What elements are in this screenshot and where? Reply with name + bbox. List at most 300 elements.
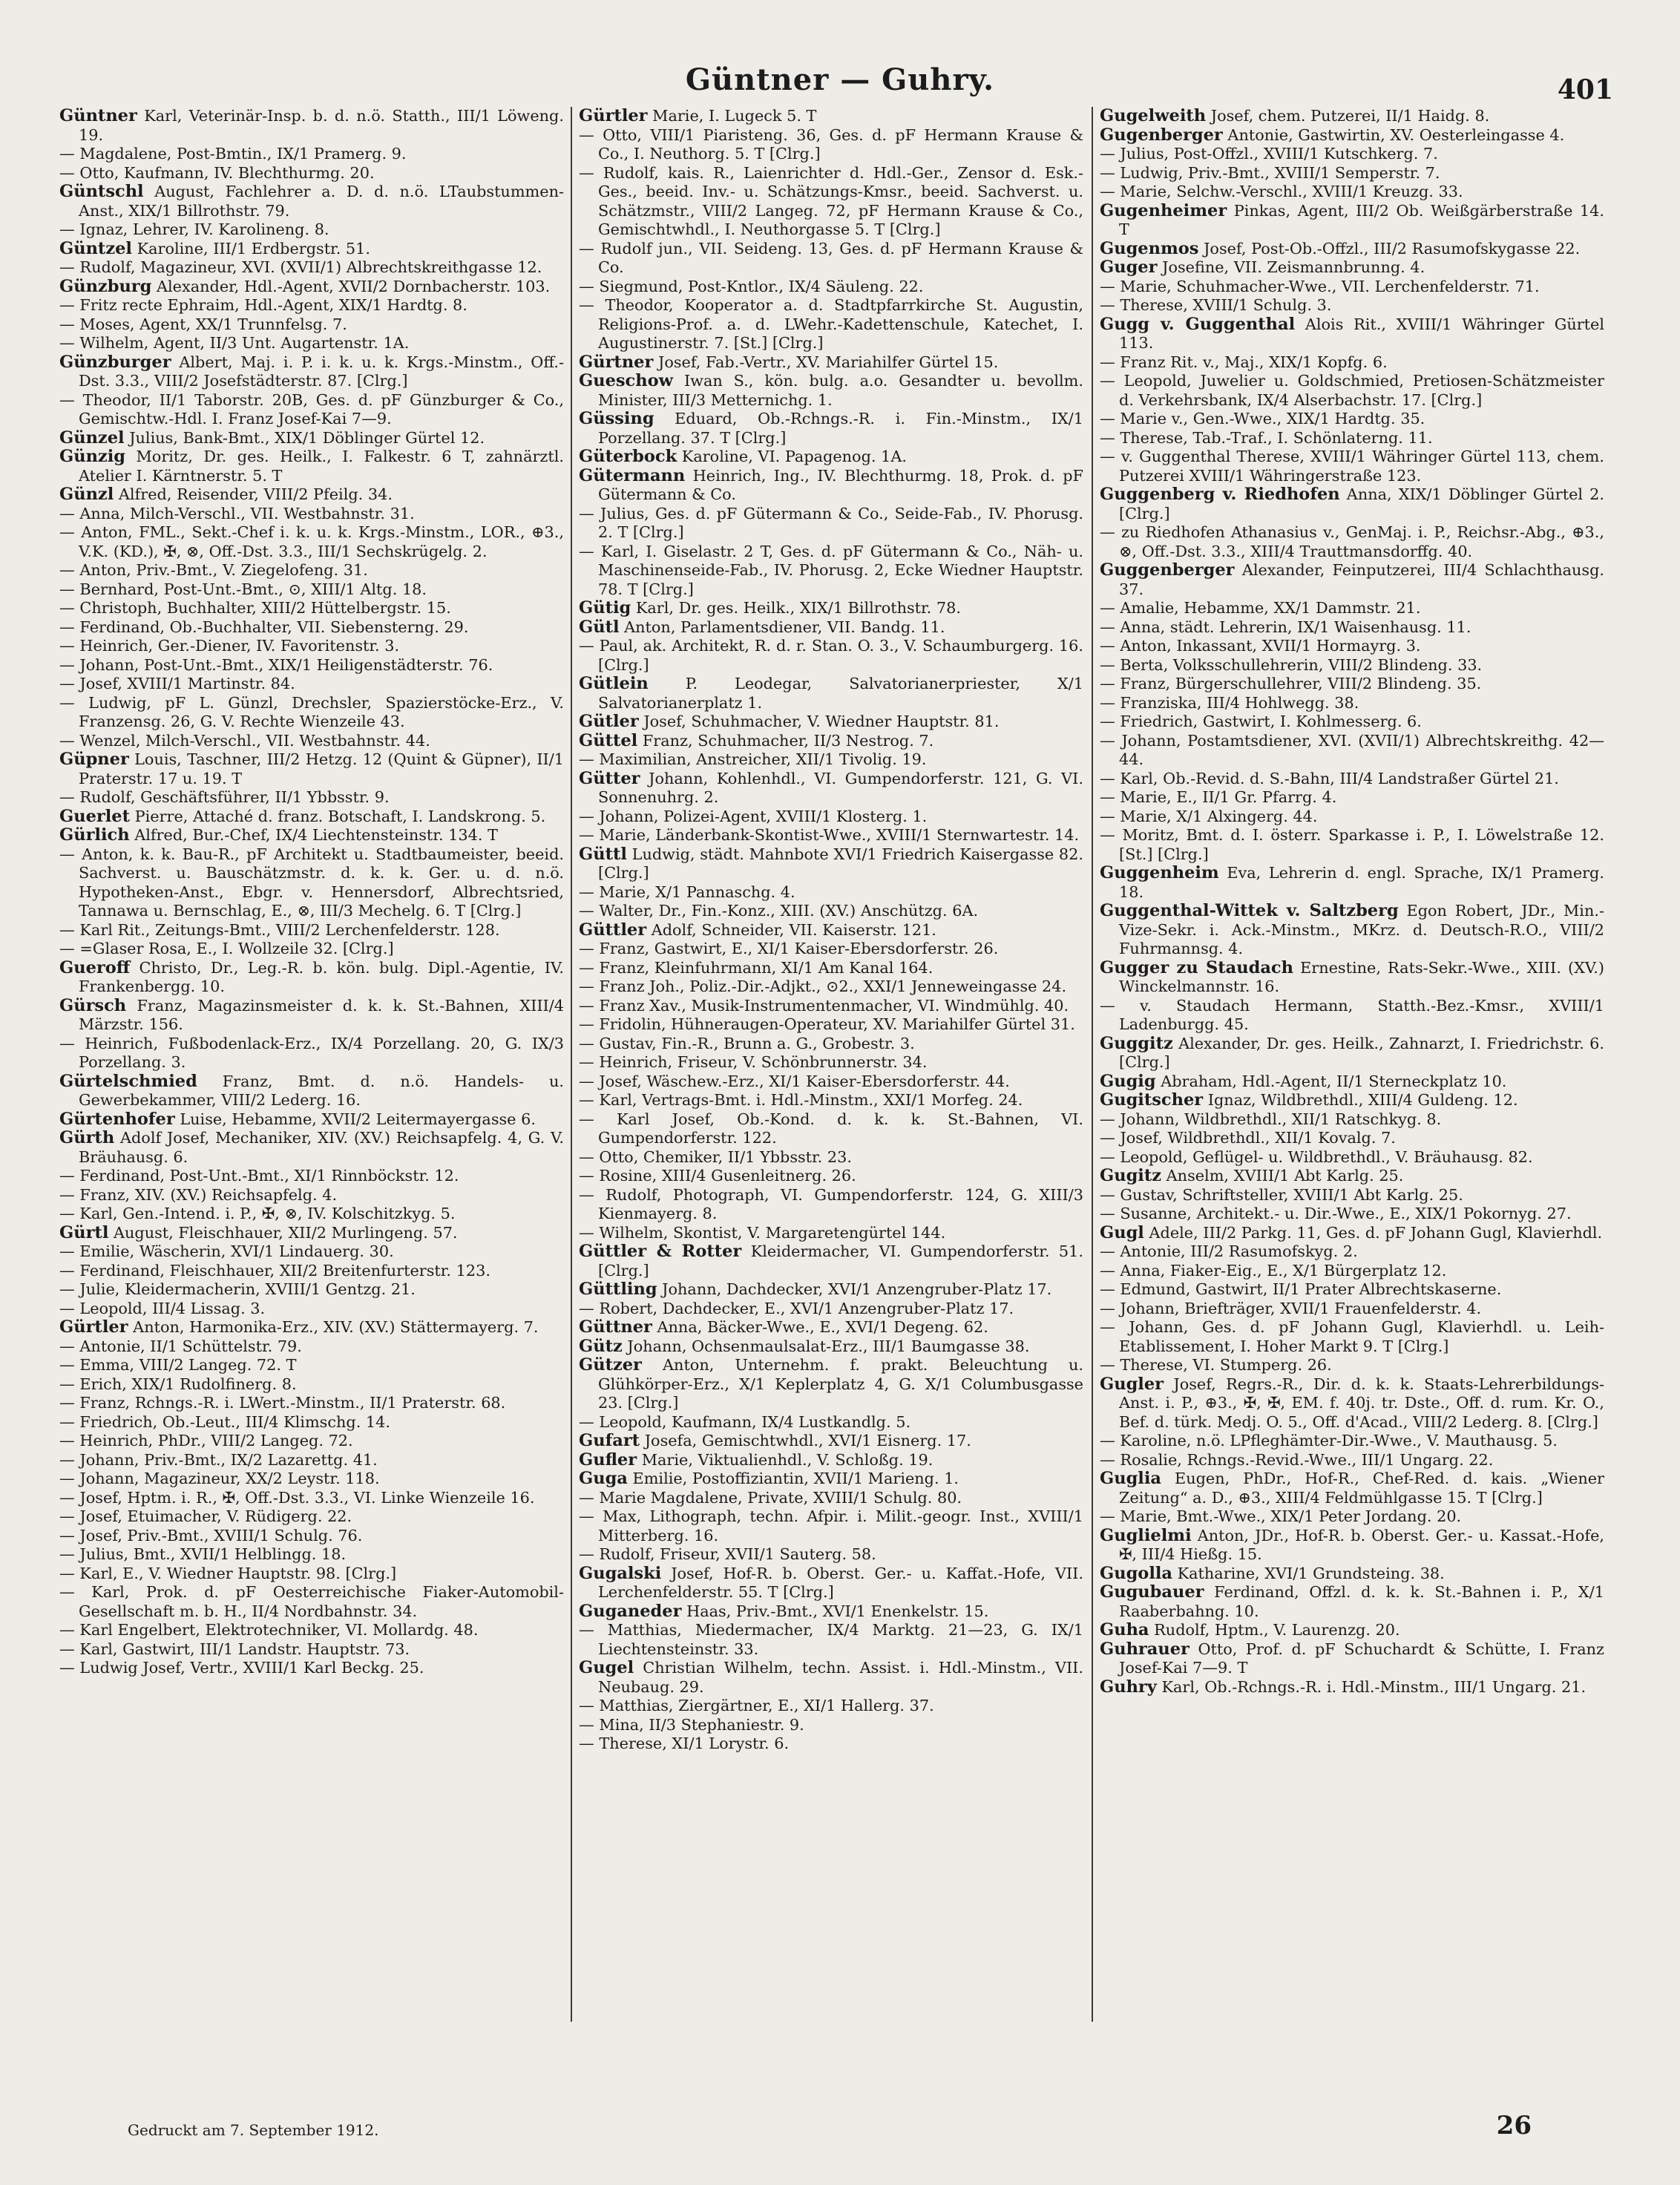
entry-surname: Gugubauer: [1100, 1582, 1204, 1602]
entry-surname: Guerlet: [59, 806, 130, 826]
entry-details: Emilie, Postoffiziantin, XVII/1 Marieng. 1.: [632, 1470, 959, 1487]
entry-surname: Gufart: [579, 1431, 640, 1450]
directory-entry: [579, 107, 1083, 126]
directory-entry: [579, 1659, 1083, 1697]
directory-entry: [579, 467, 1083, 505]
directory-entry: [59, 1545, 564, 1565]
directory-entry: [579, 1015, 1083, 1035]
directory-entry: [1100, 1583, 1604, 1621]
entry-details: Josef, chem. Putzerei, II/1 Haidg. 8.: [1210, 107, 1490, 125]
entry-surname: Gueschow: [579, 371, 673, 390]
directory-entry: [59, 845, 564, 921]
entry-details: — Marie, E., II/1 Gr. Pfarrg. 4.: [1100, 788, 1337, 806]
directory-entry: [1100, 145, 1604, 164]
directory-entry: [1100, 770, 1604, 789]
entry-details: — Ferdinand, Post-Unt.-Bmt., XI/1 Rinnböckstr. 12.: [59, 1167, 459, 1185]
entry-details: Alexander, Hdl.-Agent, XVII/2 Dornbacherstr. 103.: [157, 277, 551, 295]
directory-entry: [1100, 637, 1604, 656]
directory-entry: [1100, 656, 1604, 675]
entry-surname: Günzel: [59, 428, 125, 448]
entry-details: — Karl, Vertrags-Bmt. i. Hdl.-Minstm., XXI/1 Morfeg. 24.: [579, 1091, 1023, 1109]
entry-surname: Güpner: [59, 750, 129, 769]
entry-surname: Gürtelschmied: [59, 1071, 197, 1091]
entry-details: August, Fleischhauer, XII/2 Murlingeng. 57.: [114, 1223, 458, 1242]
directory-entry: [1100, 1262, 1604, 1281]
entry-details: — Matthias, Ziergärtner, E., XI/1 Hallerg. 37.: [579, 1697, 934, 1714]
entry-details: — Anton, k. k. Bau-R., pF Architekt u. Stadtbaumeister, beeid. Sachverst. u. Bauschätzmstr. d. k. k. Ger. u. d. n.ö. Hypotheken-Anst., Ebgr. v. Hennersdorf, Albrechtsried, Tannawa u. Bernschlag, E., ⊗, III/3 Mechelg. 6. T [Clrg.]: [59, 845, 564, 920]
directory-entry: [59, 1224, 564, 1243]
directory-entry: [1100, 808, 1604, 827]
entry-details: — Anton, FML., Sekt.-Chef i. k. u. k. Krgs.-Minstm., LOR., ⊕3., V.K. (KD.), ✠, ⊗, Off.-Dst. 3.3., III/1 Sechskrügelg. 2.: [59, 523, 564, 560]
directory-entry: [1100, 315, 1604, 353]
entry-details: — Rosalie, Rchngs.-Revid.-Wwe., III/1 Ungarg. 22.: [1100, 1450, 1494, 1469]
entry-details: Ludwig, städt. Mahnbote XVI/1 Friedrich Kaisergasse 82. [Clrg.]: [598, 845, 1083, 882]
entry-details: Ernestine, Rats-Sekr.-Wwe., XIII. (XV.) Winckelmannstr. 16.: [1119, 958, 1604, 995]
entry-details: Antonie, Gastwirtin, XV. Oesterleingasse 4.: [1227, 125, 1565, 144]
directory-entry: [59, 1432, 564, 1451]
entry-surname: Gütlein: [579, 674, 649, 693]
entry-details: Pierre, Attaché d. franz. Botschaft, I. Landskrong. 5.: [134, 807, 546, 825]
directory-entry: [59, 1489, 564, 1508]
entry-details: Eduard, Ob.-Rchngs.-R. i. Fin.-Minstm., IX/1 Porzellang. 37. T [Clrg.]: [598, 410, 1083, 447]
directory-entry: [59, 1300, 564, 1319]
column-divider: [1092, 107, 1093, 2022]
directory-entry: [59, 675, 564, 694]
entry-surname: Güntzel: [59, 238, 132, 258]
directory-entry: [579, 296, 1083, 353]
entry-details: — Karl, I. Giselastr. 2 T, Ges. d. pF Gütermann & Co., Näh- u. Maschinenseide-Fab., IV. Phorusg. 2, Ecke Wiedner Hauptstr. 78. T [Clrg.]: [579, 542, 1083, 598]
directory-entry: [1100, 788, 1604, 808]
directory-entry: [59, 1318, 564, 1337]
directory-entry: [579, 921, 1083, 940]
directory-entry: [1100, 372, 1604, 410]
entry-details: Karoline, III/1 Erdbergstr. 51.: [137, 239, 371, 258]
directory-entry: [59, 1413, 564, 1432]
entry-details: — Ludwig, pF L. Günzl, Drechsler, Spazierstöcke-Erz., V. Franzensg. 26, G. V. Rechte Wienzeile 43.: [59, 693, 564, 730]
entry-surname: Guggenberger: [1100, 560, 1235, 580]
directory-entry: [59, 1280, 564, 1300]
entry-details: Heinrich, Ing., IV. Blechthurmg. 18, Prok. d. pF Gütermann & Co.: [598, 466, 1083, 503]
entry-details: Alexander, Dr. ges. Heilk., Zahnarzt, I. Friedrichstr. 6. [Clrg.]: [1119, 1034, 1604, 1071]
directory-entry: [59, 618, 564, 638]
entry-details: — Anna, städt. Lehrerin, IX/1 Waisenhausg. 11.: [1100, 618, 1471, 636]
directory-entry: [59, 258, 564, 278]
entry-surname: Guhry: [1100, 1677, 1157, 1697]
entry-details: — Amalie, Hebamme, XX/1 Dammstr. 21.: [1100, 599, 1421, 617]
entry-surname: Guga: [579, 1469, 628, 1488]
directory-entry: [59, 808, 564, 827]
directory-entry: [579, 750, 1083, 770]
entry-surname: Gürtl: [59, 1222, 109, 1242]
entry-details: Katharine, XVI/1 Grundsteing. 38.: [1177, 1564, 1445, 1582]
entry-details: Luise, Hebamme, XVII/2 Leitermayergasse 6.: [180, 1110, 536, 1128]
directory-entry: [1100, 202, 1604, 240]
entry-details: — Marie Magdalene, Private, XVIII/1 Schulg. 80.: [579, 1488, 962, 1507]
entry-details: — Ignaz, Lehrer, IV. Karolineng. 8.: [59, 220, 329, 238]
entry-details: — v. Staudach Hermann, Statth.-Bez.-Kmsr., XVIII/1 Ladenburgg. 45.: [1100, 996, 1604, 1033]
entry-surname: Gugitz: [1100, 1166, 1162, 1185]
entry-details: — Wilhelm, Agent, II/3 Unt. Augartenstr. 1A.: [59, 334, 410, 352]
entry-surname: Güntschl: [59, 182, 144, 201]
entry-details: — Anna, Fiaker-Eig., E., X/1 Bürgerplatz 12.: [1100, 1261, 1447, 1280]
entry-details: — Johann, Ges. d. pF Johann Gugl, Klavierhdl. u. Leih-Etablissement, I. Hoher Markt 9. T [Clrg.]: [1100, 1318, 1604, 1355]
directory-entry: [59, 296, 564, 315]
entry-surname: Güssing: [579, 409, 654, 428]
directory-entry: [59, 145, 564, 164]
entry-details: — Leopold, III/4 Lissag. 3.: [59, 1299, 266, 1317]
entry-surname: Gugolla: [1100, 1563, 1172, 1583]
entry-details: — Julie, Kleidermacherin, XVIII/1 Gentzg. 21.: [59, 1280, 416, 1298]
entry-details: Anton, Unternehm. f. prakt. Beleuchtung u. Glühkörper-Erz., X/1 Keplerplatz 4, G. X/1 Columbusgasse 23. [Clrg.]: [598, 1356, 1083, 1412]
entry-details: — Ferdinand, Fleischhauer, XII/2 Breitenfurterstr. 123.: [59, 1261, 490, 1280]
directory-entry: [1100, 278, 1604, 297]
entry-details: — Franz Xav., Musik-Instrumentenmacher, VI. Windmühlg. 40.: [579, 996, 1069, 1015]
entry-details: — Fritz recte Ephraim, Hdl.-Agent, XIX/1 Hardtg. 8.: [59, 296, 467, 314]
entry-details: Adolf, Schneider, VII. Kaiserstr. 121.: [651, 920, 936, 939]
directory-entry: [579, 1432, 1083, 1451]
directory-entry: [1100, 429, 1604, 448]
directory-entry: [579, 940, 1083, 959]
entry-details: — Karl, Prok. d. pF Oesterreichische Fiaker-Automobil-Gesellschaft m. b. H., II/4 Nordbahnstr. 34.: [59, 1583, 564, 1620]
directory-entry: [59, 278, 564, 297]
directory-entry: [579, 1300, 1083, 1319]
entry-details: — Josef, XVIII/1 Martinstr. 84.: [59, 675, 295, 692]
entry-details: — Rudolf, Friseur, XVII/1 Sauterg. 58.: [579, 1545, 876, 1563]
directory-entry: [59, 1394, 564, 1413]
directory-entry: [59, 240, 564, 259]
directory-entry: [579, 845, 1083, 883]
directory-entry: [59, 107, 564, 145]
entry-surname: Günzl: [59, 485, 114, 504]
directory-entry: [1100, 618, 1604, 638]
entry-details: Marie, I. Lugeck 5. T: [652, 107, 817, 125]
entry-details: — Friedrich, Ob.-Leut., III/4 Klimschg. 14.: [59, 1412, 390, 1431]
entry-details: Moritz, Dr. ges. Heilk., I. Falkestr. 6 T, zahnärztl. Atelier I. Kärntnerstr. 5. T: [79, 448, 564, 485]
entry-surname: Gugel: [579, 1658, 634, 1677]
directory-entry: [579, 1734, 1083, 1754]
entry-details: — Julius, Ges. d. pF Gütermann & Co., Seide-Fab., IV. Phorusg. 2. T [Clrg.]: [579, 504, 1083, 541]
entry-surname: Gugitscher: [1100, 1090, 1204, 1110]
entry-surname: Gütermann: [579, 465, 686, 485]
entry-surname: Gützer: [579, 1355, 642, 1375]
entry-details: Johann, Dachdecker, XVI/1 Anzengruber-Platz 17.: [662, 1280, 1052, 1298]
directory-entry: [59, 1507, 564, 1527]
directory-entry: [1100, 1451, 1604, 1470]
entry-details: — Rudolf jun., VII. Seideng. 13, Ges. d. pF Hermann Krause & Co.: [579, 239, 1083, 276]
directory-entry: [579, 1053, 1083, 1072]
entry-details: — Magdalene, Post-Bmtin., IX/1 Pramerg. 9.: [59, 145, 407, 163]
directory-entry: [59, 1242, 564, 1262]
entry-details: — Karoline, n.ö. LPfleghämter-Dir.-Wwe., V. Mauthausg. 5.: [1100, 1432, 1558, 1449]
entry-details: Franz, Magazinsmeister d. k. k. St.-Bahnen, XIII/4 Märzstr. 156.: [79, 996, 564, 1033]
entry-surname: Guha: [1100, 1620, 1149, 1639]
directory-entry: [59, 580, 564, 600]
entry-details: — Julius, Bmt., XVII/1 Helblingg. 18.: [59, 1545, 347, 1563]
entry-details: — Leopold, Kaufmann, IX/4 Lustkandlg. 5.: [579, 1412, 911, 1431]
directory-entry: [59, 1356, 564, 1375]
directory-entry: [1100, 1300, 1604, 1319]
entry-details: — Johann, Postamtsdiener, XVI. (XVII/1) Albrechtskreithg. 42—44.: [1100, 731, 1604, 768]
entry-details: — Franz, XIV. (XV.) Reichsapfelg. 4.: [59, 1185, 338, 1204]
entry-details: — Heinrich, PhDr., VIII/2 Langeg. 72.: [59, 1432, 353, 1449]
entry-details: Pinkas, Agent, III/2 Ob. Weißgärberstraße 14. T: [1119, 201, 1604, 238]
directory-entry: [1100, 523, 1604, 561]
directory-entry: [579, 712, 1083, 732]
directory-entry: [59, 1337, 564, 1357]
directory-entry: [579, 599, 1083, 618]
entry-details: Franz, Bmt. d. n.ö. Handels- u. Gewerbekammer, VIII/2 Lederg. 16.: [79, 1072, 564, 1109]
entry-details: Louis, Taschner, III/2 Hetzg. 12 (Quint & Güpner), II/1 Praterstr. 17 u. 19. T: [79, 750, 564, 787]
entry-details: — Josef, Hptm. i. R., ✠, Off.-Dst. 3.3., VI. Linke Wienzeile 16.: [59, 1488, 535, 1507]
entry-details: Franz, Schuhmacher, II/3 Nestrog. 7.: [642, 731, 934, 750]
directory-entry: [579, 240, 1083, 278]
entry-details: Anna, Bäcker-Wwe., E., XVI/1 Degeng. 62.: [657, 1318, 988, 1336]
entry-details: Christian Wilhelm, techn. Assist. i. Hdl.-Minstm., VII. Neubaug. 29.: [598, 1659, 1083, 1696]
entry-details: Ferdinand, Offzl. d. k. k. St.-Bahnen i. P., X/1 Raaberbahng. 10.: [1119, 1583, 1604, 1620]
entry-details: — Matthias, Miedermacher, IX/4 Marktg. 21—23, G. IX/1 Liechtensteinstr. 33.: [579, 1621, 1083, 1658]
directory-entry: [1100, 1148, 1604, 1167]
directory-entry: [59, 694, 564, 732]
entry-details: — Gustav, Fin.-R., Brunn a. G., Grobestr. 3.: [579, 1034, 915, 1052]
entry-surname: Güttel: [579, 730, 638, 750]
entry-surname: Gürtler: [579, 107, 648, 125]
directory-entry: [579, 1148, 1083, 1167]
directory-entry: [59, 940, 564, 959]
directory-entry: [579, 505, 1083, 543]
directory-entry: [579, 1224, 1083, 1243]
entry-surname: Güterbock: [579, 447, 677, 466]
entry-surname: Gürtner: [579, 352, 654, 372]
entry-surname: Gugler: [1100, 1374, 1164, 1394]
directory-entry: [579, 618, 1083, 638]
entry-details: Marie, Viktualienhdl., V. Schloßg. 19.: [641, 1450, 933, 1469]
entry-details: Josefa, Gemischtwhdl., XVI/1 Eisnerg. 17.: [644, 1432, 971, 1449]
entry-surname: Guggitz: [1100, 1033, 1173, 1053]
directory-entry: [579, 1565, 1083, 1602]
directory-entry: [1100, 1565, 1604, 1584]
entry-details: — Gustav, Schriftsteller, XVIII/1 Abt Karlg. 25.: [1100, 1185, 1463, 1204]
entry-details: — Karl, Gen.-Intend. i. P., ✠, ⊗, IV. Kolschitzkyg. 5.: [59, 1205, 456, 1222]
entry-details: Otto, Prof. d. pF Schuchardt & Schütte, I. Franz Josef-Kai 7—9. T: [1119, 1639, 1604, 1677]
entry-surname: Gütz: [579, 1336, 623, 1356]
directory-entry: [1100, 1678, 1604, 1697]
directory-entry: [59, 637, 564, 656]
entry-surname: Gugenberger: [1100, 125, 1223, 145]
directory-entry: [1100, 1242, 1604, 1262]
entry-details: — Leopold, Juwelier u. Goldschmied, Pretiosen-Schätzmeister d. Verkehrsbank, IX/4 Alserbachstr. 17. [Clrg.]: [1100, 372, 1604, 409]
directory-entry: [579, 1716, 1083, 1735]
directory-entry: [59, 1565, 564, 1584]
entry-details: Johann, Ochsenmaulsalat-Erz., III/1 Baumgasse 38.: [627, 1337, 1030, 1355]
entry-surname: Güntner: [59, 107, 137, 125]
entry-details: — Paul, ak. Architekt, R. d. r. Stan. O. 3., V. Schaumburgerg. 16. [Clrg.]: [579, 637, 1083, 674]
entry-details: — Fridolin, Hühneraugen-Operateur, XV. Mariahilfer Gürtel 31.: [579, 1015, 1075, 1033]
directory-entry: [59, 1167, 564, 1186]
entry-details: — Julius, Post-Offzl., XVIII/1 Kutschkerg. 7.: [1100, 145, 1438, 163]
directory-entry: [579, 902, 1083, 921]
entry-surname: Günzburger: [59, 352, 171, 372]
directory-entry: [579, 1451, 1083, 1470]
directory-entry: [1100, 1091, 1604, 1110]
entry-surname: Guglia: [1100, 1469, 1161, 1488]
directory-entry: [579, 1413, 1083, 1432]
entry-details: Albert, Maj. i. P. i. k. u. k. Krgs.-Minstm., Off.-Dst. 3.3., VIII/2 Josefstädterstr. 87. [Clrg.]: [79, 353, 564, 390]
directory-entry: [579, 278, 1083, 297]
entry-surname: Guggenheim: [1100, 863, 1219, 882]
directory-entry: [579, 448, 1083, 467]
entry-surname: Gugig: [1100, 1071, 1156, 1091]
entry-details: Alfred, Bur.-Chef, IX/4 Liechtensteinstr. 134. T: [134, 826, 498, 844]
directory-entry: [579, 372, 1083, 410]
entry-details: — Therese, XVIII/1 Schulg. 3.: [1100, 296, 1332, 314]
entry-details: — Maximilian, Anstreicher, XII/1 Tivolig. 19.: [579, 750, 927, 768]
directory-entry: [59, 315, 564, 335]
entry-details: — Marie, Schuhmacher-Wwe., VII. Lerchenfelderstr. 71.: [1100, 277, 1540, 295]
page-title: Güntner — Guhry.: [685, 62, 995, 97]
directory-entry: [579, 959, 1083, 978]
entry-details: Iwan S., kön. bulg. a.o. Gesandter u. bevollm. Minister, III/3 Metternichg. 1.: [598, 372, 1083, 409]
entry-details: — Franz Joh., Poliz.-Dir.-Adjkt., ⊙2., XXI/1 Jenneweingasse 24.: [579, 977, 1067, 995]
directory-entry: [1100, 712, 1604, 732]
directory-entry: [59, 1621, 564, 1640]
directory-entry: [579, 770, 1083, 808]
entry-details: — Karl, Gastwirt, III/1 Landstr. Hauptstr. 73.: [59, 1639, 410, 1658]
directory-entry: [1100, 1356, 1604, 1375]
directory-entry: [59, 391, 564, 429]
entry-details: — Franz, Bürgerschullehrer, VIII/2 Blindeng. 35.: [1100, 675, 1482, 692]
entry-details: — Robert, Dachdecker, E., XVI/1 Anzengruber-Platz 17.: [579, 1299, 1014, 1317]
directory-entry: [1100, 240, 1604, 259]
directory-entry: [579, 1242, 1083, 1280]
entry-details: Ignaz, Wildbrethdl., XIII/4 Guldeng. 12.: [1207, 1091, 1518, 1109]
directory-entry: [59, 164, 564, 183]
entry-details: Anselm, XVIII/1 Abt Karlg. 25.: [1166, 1167, 1404, 1185]
directory-entry: [1100, 864, 1604, 902]
directory-entry: [579, 1167, 1083, 1186]
entry-details: — Bernhard, Post-Unt.-Bmt., ⊙, XIII/1 Altg. 18.: [59, 580, 427, 598]
entry-details: — Marie v., Gen.-Wwe., XIX/1 Hardtg. 35.: [1100, 410, 1425, 428]
directory-entry: [59, 959, 564, 997]
column-1: [59, 107, 564, 2066]
column-3: [1100, 107, 1604, 2066]
entry-surname: Gugl: [1100, 1222, 1144, 1242]
entry-details: — Rudolf, Photograph, VI. Gumpendorferstr. 124, G. XIII/3 Kienmayerg. 8.: [579, 1185, 1083, 1222]
entry-details: — Edmund, Gastwirt, II/1 Prater Albrechtskaserne.: [1100, 1280, 1502, 1298]
entry-details: — Ferdinand, Ob.-Buchhalter, VII. Siebensterng. 29.: [59, 618, 469, 636]
directory-entry: [579, 1110, 1083, 1148]
directory-entry: [59, 183, 564, 220]
entry-details: Josefine, VII. Zeismannbrunng. 4.: [1162, 258, 1425, 276]
entry-details: — Moritz, Bmt. d. I. österr. Sparkasse i. P., I. Löwelstraße 12. [St.] [Clrg.]: [1100, 826, 1604, 863]
column-divider: [571, 107, 572, 2022]
entry-details: Josef, Post-Ob.-Offzl., III/2 Rasumofskygasse 22.: [1204, 239, 1581, 258]
directory-entry: [1100, 353, 1604, 373]
directory-entry: [1100, 258, 1604, 278]
entry-surname: Güttling: [579, 1280, 657, 1299]
entry-details: — Erich, XIX/1 Rudolfinerg. 8.: [59, 1375, 297, 1393]
directory-entry: [579, 732, 1083, 751]
directory-entry: [579, 1470, 1083, 1489]
directory-entry: [59, 485, 564, 505]
entry-details: — Franz, Gastwirt, E., XI/1 Kaiser-Ebersdorferstr. 26.: [579, 940, 999, 957]
directory-entry: [59, 1375, 564, 1395]
entry-details: — Therese, Tab.-Traf., I. Schönlaterng. 11.: [1100, 428, 1433, 447]
directory-entry: [1100, 1640, 1604, 1678]
directory-entry: [59, 1129, 564, 1167]
directory-entry: [1100, 1224, 1604, 1243]
entry-details: — Anton, Priv.-Bmt., V. Ziegelofeng. 31.: [59, 561, 368, 579]
entry-details: Anton, Harmonika-Erz., XIV. (XV.) Stättermayerg. 7.: [133, 1318, 539, 1336]
entry-surname: Gürtler: [59, 1317, 128, 1337]
directory-entry: [59, 1205, 564, 1224]
entry-details: — Karl Josef, Ob.-Kond. d. k. k. St.-Bahnen, VI. Gumpendorferstr. 122.: [579, 1110, 1083, 1147]
entry-surname: Güttler: [579, 920, 647, 940]
entry-surname: Guglielmi: [1100, 1525, 1192, 1545]
directory-entry: [1100, 1110, 1604, 1130]
entry-details: Anton, Parlamentsdiener, VII. Bandg. 11.: [624, 618, 945, 636]
directory-entry: [579, 826, 1083, 845]
directory-entry: [59, 921, 564, 940]
directory-entry: [1100, 1205, 1604, 1224]
entry-details: Egon Robert, JDr., Min.-Vize-Sekr. i. Ack.-Minstm., MKrz. d. Deutsch-R.O., VIII/2 Fuhrmannsg. 4.: [1119, 902, 1604, 957]
entry-surname: Guganeder: [579, 1601, 682, 1621]
entry-details: — Heinrich, Friseur, V. Schönbrunnerstr. 34.: [579, 1053, 928, 1071]
entry-surname: Gürtenhofer: [59, 1109, 175, 1129]
entry-details: — Theodor, Kooperator a. d. Stadtpfarrkirche St. Augustin, Religions-Prof. a. d. LWehr.-Kadettenschule, Katechet, I. Augustinerstr. 7. [St.] [Clrg.]: [579, 296, 1083, 352]
entry-details: — Susanne, Architekt.- u. Dir.-Wwe., E., XIX/1 Pokornyg. 27.: [1100, 1205, 1572, 1222]
directory-entry: [1100, 694, 1604, 713]
entry-surname: Gufler: [579, 1449, 637, 1470]
entry-surname: Gürsch: [59, 995, 127, 1015]
entry-details: — Johann, Briefträger, XVII/1 Frauenfelderstr. 4.: [1100, 1299, 1482, 1317]
directory-entry: [579, 1035, 1083, 1054]
entry-details: — Mina, II/3 Stephaniestr. 9.: [579, 1715, 804, 1734]
directory-entry: [1100, 826, 1604, 864]
page-number: 401: [1557, 74, 1613, 105]
entry-details: — Ludwig Josef, Vertr., XVIII/1 Karl Beckg. 25.: [59, 1659, 424, 1677]
entry-details: Josef, Schuhmacher, V. Wiedner Hauptstr. 81.: [643, 712, 1000, 730]
directory-entry: [579, 1356, 1083, 1413]
directory-entry: [1100, 1318, 1604, 1356]
entry-details: — Johann, Post-Unt.-Bmt., XIX/1 Heiligenstädterstr. 76.: [59, 655, 493, 674]
entry-surname: Gütl: [579, 617, 620, 637]
entry-details: Adolf Josef, Mechaniker, XIV. (XV.) Reichsapfelg. 4, G. V. Bräuhausg. 6.: [79, 1129, 564, 1166]
directory-entry: [59, 750, 564, 788]
directory-entry: [59, 1659, 564, 1678]
entry-details: — Walter, Dr., Fin.-Konz., XIII. (XV.) Anschützg. 6A.: [579, 902, 979, 920]
directory-entry: [59, 1035, 564, 1072]
directory-entry: [1100, 1432, 1604, 1451]
directory-entry: [1100, 164, 1604, 183]
entry-details: — Marie, Länderbank-Skontist-Wwe., XVIII/1 Sternwartestr. 14.: [579, 826, 1080, 844]
directory-entry: [59, 599, 564, 618]
entry-surname: Gueroff: [59, 957, 131, 977]
directory-entry: [59, 1451, 564, 1470]
directory-entry: [1100, 732, 1604, 770]
entry-details: — Karl Rit., Zeitungs-Bmt., VIII/2 Lerchenfelderstr. 128.: [59, 920, 500, 939]
entry-details: — Moses, Agent, XX/1 Trunnfelsg. 7.: [59, 315, 347, 333]
entry-details: Anton, JDr., Hof-R. b. Oberst. Ger.- u. Kassat.-Hofe, ✠, III/4 Hießg. 15.: [1119, 1526, 1604, 1563]
entry-details: — Otto, Kaufmann, IV. Blechthurmg. 20.: [59, 163, 375, 182]
entry-details: — Emilie, Wäscherin, XVI/1 Lindauerg. 30.: [59, 1242, 394, 1260]
entry-surname: Gütler: [579, 712, 639, 731]
entry-details: — Karl, Ob.-Revid. d. S.-Bahn, III/4 Landstraßer Gürtel 21.: [1100, 769, 1559, 787]
entry-details: Eugen, PhDr., Hof-R., Chef-Red. d. kais. „Wiener Zeitung“ a. D., ⊕3., XIII/4 Feldmühlgasse 15. T [Clrg.]: [1119, 1470, 1604, 1507]
entry-details: — Karl, E., V. Wiedner Hauptstr. 98. [Clrg.]: [59, 1564, 397, 1582]
entry-details: Karoline, VI. Papagenog. 1A.: [681, 448, 907, 465]
entry-details: — Rosine, XIII/4 Gusenleitnerg. 26.: [579, 1167, 856, 1185]
entry-details: — Anton, Inkassant, XVII/1 Hormayrg. 3.: [1100, 637, 1421, 655]
